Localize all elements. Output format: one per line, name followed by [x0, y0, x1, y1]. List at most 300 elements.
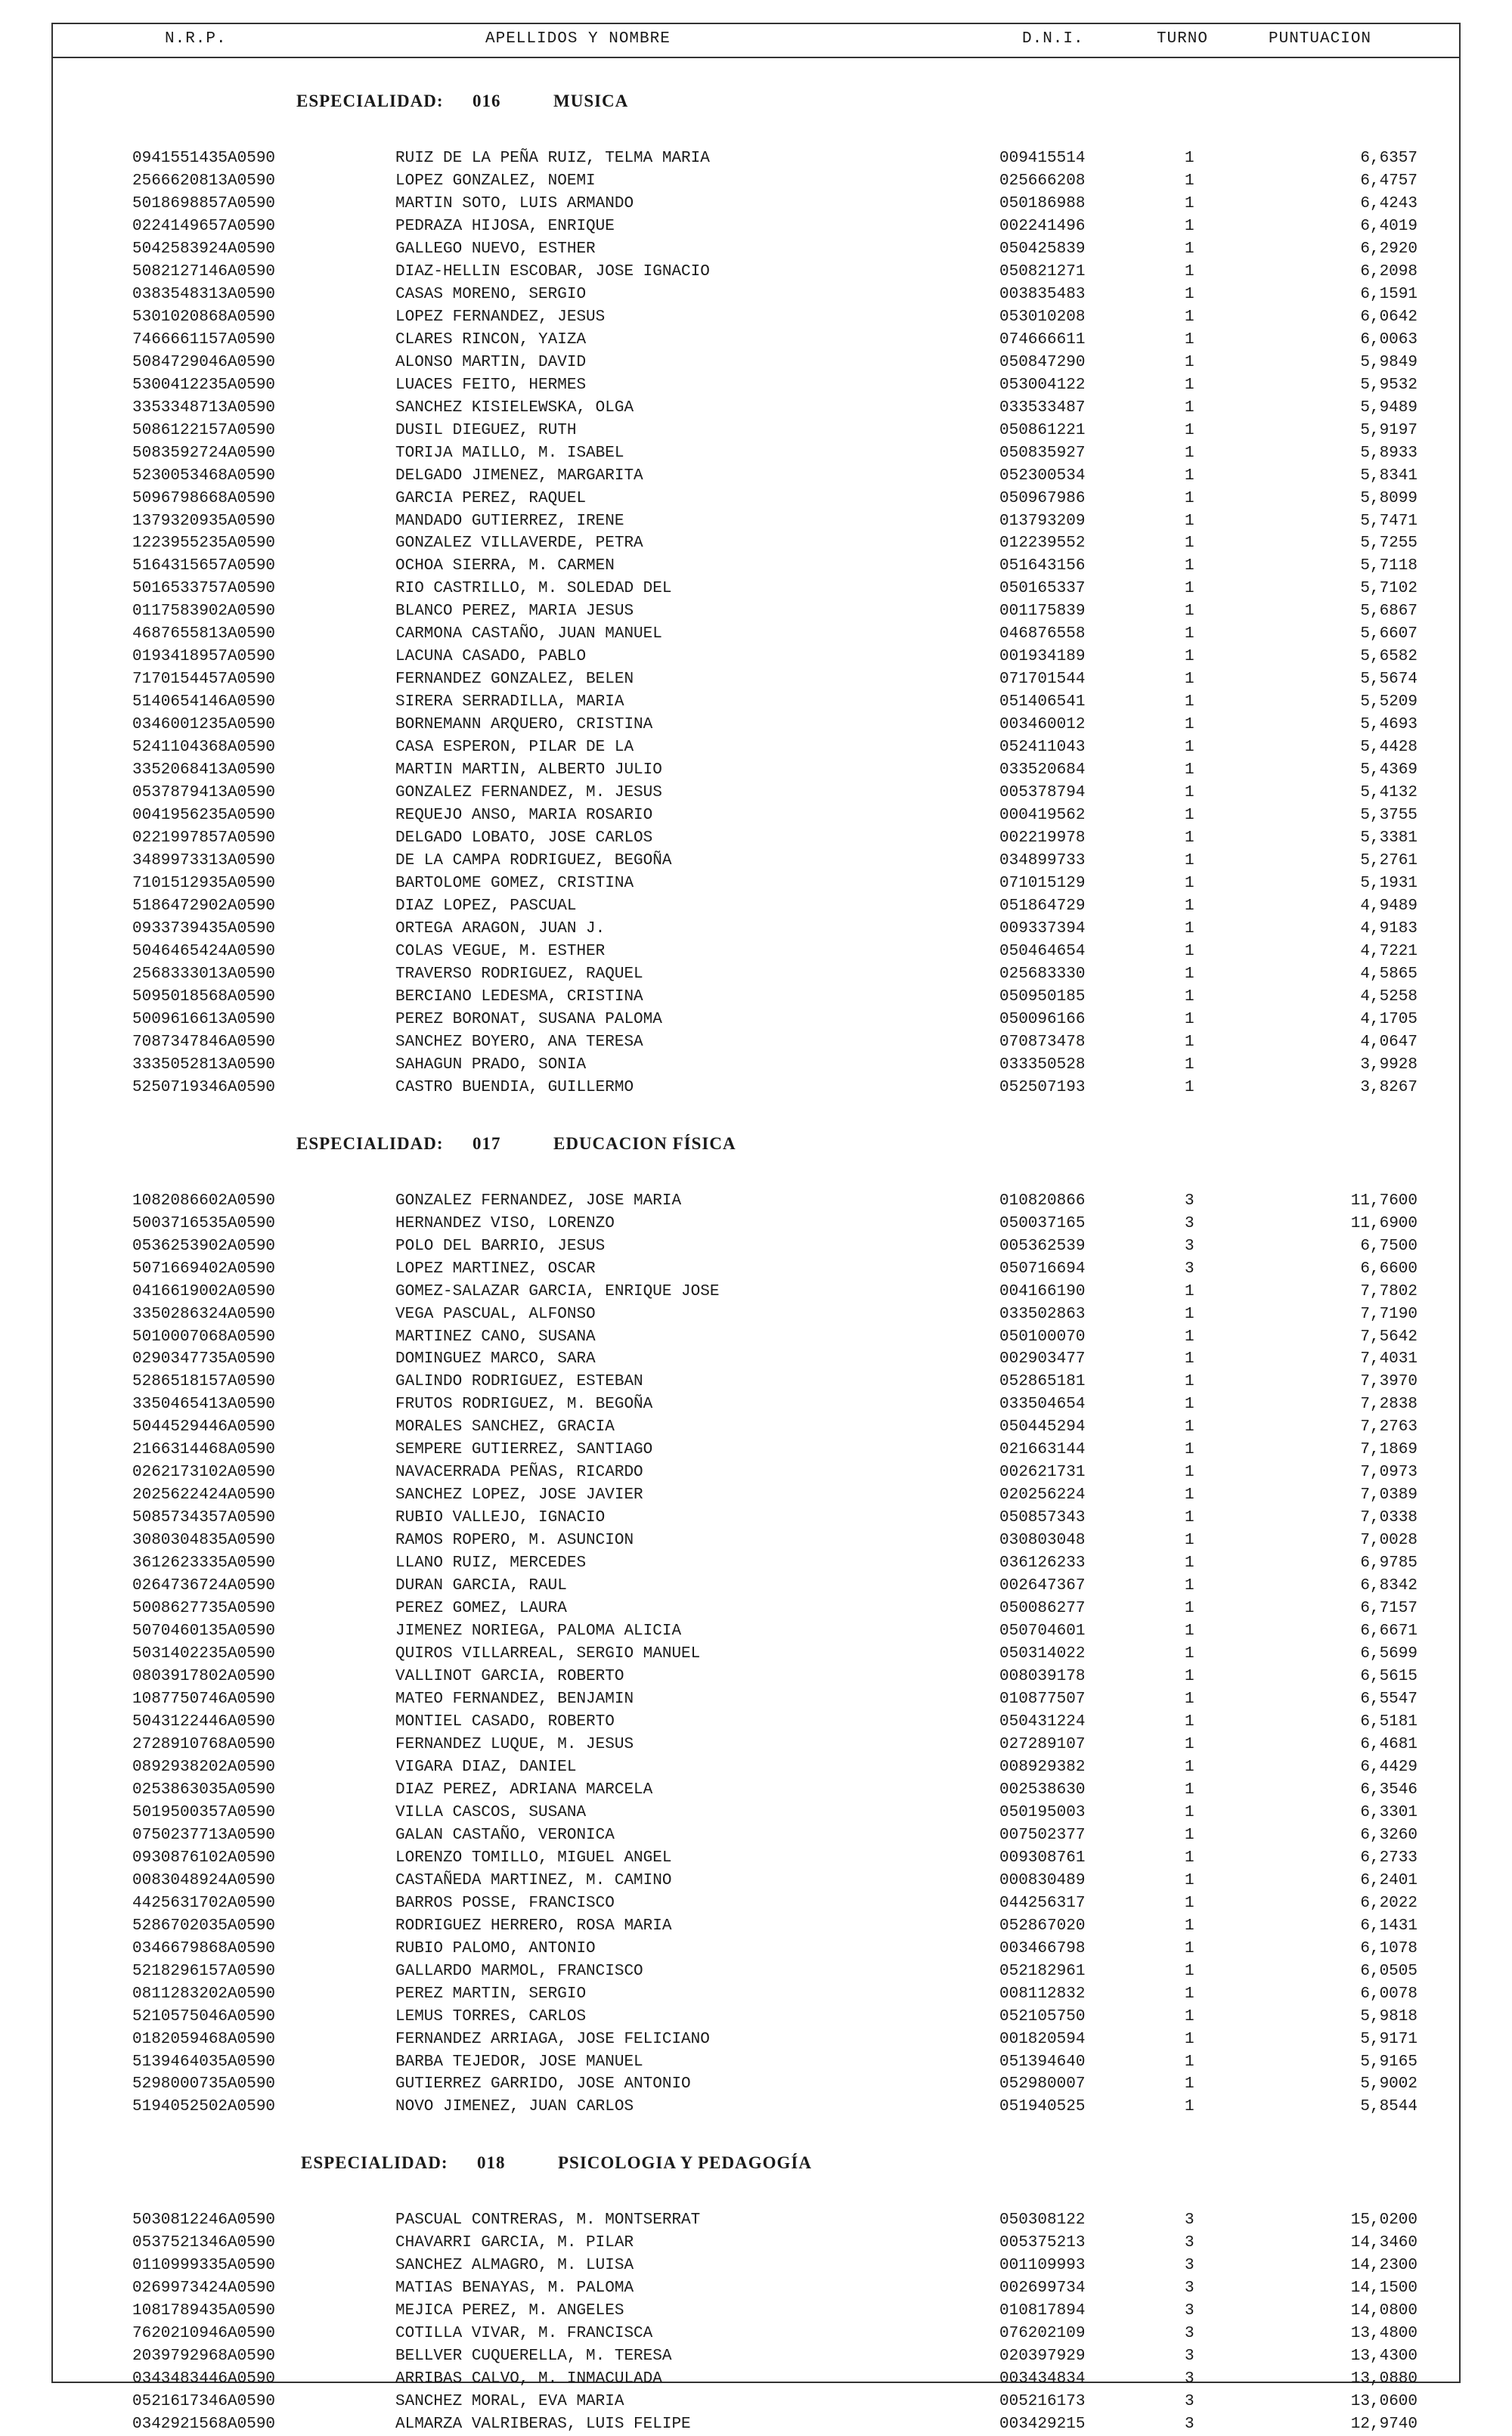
cell-dni: 012239552	[999, 535, 1086, 553]
cell-apellidos-nombre: BARTOLOME GOMEZ, CRISTINA	[395, 875, 634, 892]
cell-turno: 1	[1185, 829, 1194, 848]
cell-apellidos-nombre: MARTIN SOTO, LUIS ARMANDO	[395, 194, 634, 212]
cell-dni: 008039178	[999, 1668, 1086, 1686]
cell-turno: 1	[1185, 919, 1194, 938]
cell-turno: 1	[1185, 444, 1194, 462]
cell-apellidos-nombre: GONZALEZ FERNANDEZ, JOSE MARIA	[395, 1192, 682, 1210]
table-row	[53, 193, 1459, 215]
cell-turno: 1	[1185, 1350, 1194, 1368]
cell-apellidos-nombre: LORENZO TOMILLO, MIGUEL ANGEL	[395, 1849, 672, 1867]
cell-dni: 051406541	[999, 693, 1086, 711]
cell-nrp: 0416619002A0590	[132, 1282, 276, 1300]
cell-dni: 033504654	[999, 1396, 1086, 1414]
cell-nrp: 5083592724A0590	[132, 444, 276, 462]
cell-turno: 1	[1185, 761, 1194, 779]
table-row	[53, 397, 1459, 420]
cell-turno: 1	[1185, 353, 1194, 371]
cell-turno: 1	[1185, 1010, 1194, 1028]
table-row	[53, 1938, 1459, 1960]
table-row	[53, 2209, 1459, 2232]
cell-nrp: 5085734357A0590	[132, 1509, 276, 1527]
cell-puntuacion: 7,0338	[1360, 1509, 1418, 1527]
table-row	[53, 2232, 1459, 2255]
cell-apellidos-nombre: LOPEZ GONZALEZ, NOEMI	[395, 172, 596, 190]
cell-puntuacion: 5,6582	[1360, 648, 1418, 666]
cell-apellidos-nombre: COTILLA VIVAR, M. FRANCISCA	[395, 2325, 653, 2343]
table-row	[53, 1870, 1459, 1892]
table-row	[53, 2368, 1459, 2391]
cell-dni: 071015129	[999, 875, 1086, 892]
table-row	[53, 963, 1459, 986]
table-row	[53, 1711, 1459, 1734]
cell-dni: 020397929	[999, 2348, 1086, 2366]
section-code: 017	[472, 1133, 501, 1153]
cell-nrp: 3353348713A0590	[132, 398, 276, 417]
table-row	[53, 827, 1459, 850]
cell-dni: 050967986	[999, 489, 1086, 507]
cell-apellidos-nombre: ALMARZA VALRIBERAS, LUIS FELIPE	[395, 2416, 691, 2434]
table-row	[53, 1529, 1459, 1552]
cell-puntuacion: 6,9785	[1360, 1554, 1418, 1573]
cell-apellidos-nombre: ARRIBAS CALVO, M. INMACULADA	[395, 2370, 662, 2388]
cell-turno: 1	[1185, 1396, 1194, 1414]
table-row	[53, 215, 1459, 238]
section-rows	[53, 1190, 1459, 2119]
cell-apellidos-nombre: BLANCO PEREZ, MARIA JESUS	[395, 603, 634, 621]
cell-nrp: 1223955235A0590	[132, 535, 276, 553]
cell-turno: 1	[1185, 1622, 1194, 1641]
cell-apellidos-nombre: SANCHEZ ALMAGRO, M. LUISA	[395, 2257, 634, 2275]
cell-nrp: 5003716535A0590	[132, 1214, 276, 1232]
cell-puntuacion: 5,7102	[1360, 580, 1418, 598]
cell-turno: 3	[1185, 1237, 1194, 1255]
cell-turno: 1	[1185, 1849, 1194, 1867]
cell-dni: 003429215	[999, 2416, 1086, 2434]
cell-apellidos-nombre: DOMINGUEZ MARCO, SARA	[395, 1350, 596, 1368]
cell-apellidos-nombre: PEREZ BORONAT, SUSANA PALOMA	[395, 1010, 662, 1028]
cell-nrp: 5164315657A0590	[132, 557, 276, 575]
cell-turno: 1	[1185, 965, 1194, 983]
cell-dni: 050186988	[999, 194, 1086, 212]
table-row	[53, 1847, 1459, 1870]
cell-nrp: 5082127146A0590	[132, 262, 276, 280]
cell-apellidos-nombre: LEMUS TORRES, CARLOS	[395, 2007, 587, 2025]
cell-dni: 052300534	[999, 466, 1086, 485]
table-row	[53, 623, 1459, 646]
cell-dni: 050431224	[999, 1712, 1086, 1731]
section-name: EDUCACION FÍSICA	[553, 1133, 736, 1153]
cell-turno: 1	[1185, 330, 1194, 349]
cell-turno: 3	[1185, 2234, 1194, 2252]
cell-turno: 1	[1185, 1033, 1194, 1051]
cell-turno: 1	[1185, 648, 1194, 666]
table-row	[53, 1439, 1459, 1461]
cell-nrp: 5084729046A0590	[132, 353, 276, 371]
cell-nrp: 0933739435A0590	[132, 919, 276, 938]
cell-dni: 001820594	[999, 2030, 1086, 2048]
table-row	[53, 1575, 1459, 1598]
table-row	[53, 986, 1459, 1009]
cell-dni: 002219978	[999, 829, 1086, 848]
cell-apellidos-nombre: FRUTOS RODRIGUEZ, M. BEGOÑA	[395, 1396, 653, 1414]
cell-nrp: 2025622424A0590	[132, 1486, 276, 1505]
cell-nrp: 0290347735A0590	[132, 1350, 276, 1368]
table-row	[53, 850, 1459, 872]
cell-turno: 1	[1185, 466, 1194, 485]
table-row	[53, 1892, 1459, 1915]
cell-dni: 052980007	[999, 2075, 1086, 2094]
cell-dni: 052867020	[999, 1917, 1086, 1935]
cell-dni: 007502377	[999, 1826, 1086, 1844]
cell-puntuacion: 6,1431	[1360, 1917, 1418, 1935]
table-row	[53, 532, 1459, 555]
cell-puntuacion: 6,4757	[1360, 172, 1418, 190]
cell-apellidos-nombre: SANCHEZ MORAL, EVA MARIA	[395, 2393, 624, 2411]
cell-puntuacion: 15,0200	[1350, 2211, 1418, 2230]
cell-puntuacion: 11,6900	[1350, 1214, 1418, 1232]
cell-puntuacion: 5,9002	[1360, 2075, 1418, 2094]
cell-puntuacion: 5,3755	[1360, 807, 1418, 825]
table-row	[53, 2028, 1459, 2051]
table-row	[53, 2323, 1459, 2345]
cell-puntuacion: 5,8341	[1360, 466, 1418, 485]
cell-nrp: 1087750746A0590	[132, 1691, 276, 1708]
table-row	[53, 329, 1459, 352]
cell-turno: 1	[1185, 557, 1194, 575]
cell-dni: 010817894	[999, 2302, 1086, 2320]
cell-apellidos-nombre: TORIJA MAILLO, M. ISABEL	[395, 444, 624, 462]
cell-nrp: 5301020868A0590	[132, 308, 276, 326]
section-label: ESPECIALIDAD:	[296, 91, 444, 110]
cell-apellidos-nombre: JIMENEZ NORIEGA, PALOMA ALICIA	[395, 1622, 682, 1641]
cell-puntuacion: 5,8544	[1360, 2098, 1418, 2116]
column-header-nrp: N.R.P.	[165, 30, 227, 48]
cell-nrp: 5286518157A0590	[132, 1373, 276, 1391]
cell-dni: 002903477	[999, 1350, 1086, 1368]
cell-puntuacion: 13,4300	[1350, 2348, 1418, 2366]
cell-puntuacion: 5,8933	[1360, 444, 1418, 462]
cell-turno: 1	[1185, 1735, 1194, 1753]
cell-dni: 050821271	[999, 262, 1086, 280]
cell-dni: 050314022	[999, 1645, 1086, 1663]
cell-turno: 1	[1185, 1985, 1194, 2003]
cell-nrp: 2166314468A0590	[132, 1441, 276, 1459]
cell-apellidos-nombre: BARROS POSSE, FRANCISCO	[395, 1894, 615, 1912]
table-row	[53, 600, 1459, 623]
cell-turno: 1	[1185, 1600, 1194, 1618]
cell-nrp: 3352068413A0590	[132, 761, 276, 779]
table-row	[53, 238, 1459, 261]
cell-nrp: 5019500357A0590	[132, 1803, 276, 1821]
cell-puntuacion: 13,0880	[1350, 2370, 1418, 2388]
cell-turno: 1	[1185, 739, 1194, 757]
cell-nrp: 5043122446A0590	[132, 1712, 276, 1731]
cell-puntuacion: 4,9183	[1360, 919, 1418, 938]
section-code: 018	[477, 2153, 506, 2173]
cell-turno: 1	[1185, 671, 1194, 689]
cell-apellidos-nombre: VIGARA DIAZ, DANIEL	[395, 1758, 577, 1776]
cell-puntuacion: 6,3301	[1360, 1803, 1418, 1821]
cell-dni: 033533487	[999, 398, 1086, 417]
cell-dni: 053010208	[999, 308, 1086, 326]
cell-puntuacion: 6,2733	[1360, 1849, 1418, 1867]
cell-turno: 1	[1185, 194, 1194, 212]
cell-nrp: 7087347846A0590	[132, 1033, 276, 1051]
cell-puntuacion: 6,6671	[1360, 1622, 1418, 1641]
cell-dni: 050165337	[999, 580, 1086, 598]
cell-nrp: 5009616613A0590	[132, 1010, 276, 1028]
cell-apellidos-nombre: OCHOA SIERRA, M. CARMEN	[395, 557, 615, 575]
cell-turno: 1	[1185, 1532, 1194, 1550]
section-label: ESPECIALIDAD:	[301, 2153, 448, 2173]
cell-nrp: 0537879413A0590	[132, 784, 276, 802]
table-row	[53, 1507, 1459, 1529]
cell-apellidos-nombre: SANCHEZ LOPEZ, JOSE JAVIER	[395, 1486, 643, 1505]
cell-dni: 002647367	[999, 1577, 1086, 1595]
cell-dni: 002538630	[999, 1781, 1086, 1799]
cell-apellidos-nombre: CASTRO BUENDIA, GUILLERMO	[395, 1078, 634, 1096]
cell-apellidos-nombre: SIRERA SERRADILLA, MARIA	[395, 693, 624, 711]
table-row	[53, 1235, 1459, 1258]
cell-puntuacion: 6,0505	[1360, 1962, 1418, 1980]
section-name: MUSICA	[553, 91, 629, 110]
cell-dni: 052865181	[999, 1373, 1086, 1391]
cell-dni: 050425839	[999, 240, 1086, 258]
cell-turno: 1	[1185, 807, 1194, 825]
table-row	[53, 2391, 1459, 2413]
cell-turno: 1	[1185, 852, 1194, 870]
cell-turno: 1	[1185, 512, 1194, 530]
cell-nrp: 4687655813A0590	[132, 625, 276, 643]
cell-puntuacion: 5,9849	[1360, 353, 1418, 371]
cell-turno: 3	[1185, 1260, 1194, 1278]
cell-nrp: 5042583924A0590	[132, 240, 276, 258]
cell-turno: 1	[1185, 987, 1194, 1006]
cell-nrp: 3350465413A0590	[132, 1396, 276, 1414]
cell-puntuacion: 14,1500	[1350, 2279, 1418, 2298]
cell-apellidos-nombre: GALLEGO NUEVO, ESTHER	[395, 240, 596, 258]
cell-turno: 1	[1185, 2098, 1194, 2116]
cell-nrp: 1081789435A0590	[132, 2302, 276, 2320]
cell-turno: 1	[1185, 1055, 1194, 1074]
cell-dni: 027289107	[999, 1735, 1086, 1753]
cell-apellidos-nombre: RAMOS ROPERO, M. ASUNCION	[395, 1532, 634, 1550]
table-row	[53, 1348, 1459, 1371]
cell-nrp: 5250719346A0590	[132, 1078, 276, 1096]
cell-turno: 3	[1185, 2302, 1194, 2320]
cell-nrp: 3612623335A0590	[132, 1554, 276, 1573]
table-row	[53, 1258, 1459, 1281]
cell-apellidos-nombre: VALLINOT GARCIA, ROBERTO	[395, 1668, 624, 1686]
cell-turno: 1	[1185, 580, 1194, 598]
cell-puntuacion: 6,3546	[1360, 1781, 1418, 1799]
cell-apellidos-nombre: GALLARDO MARMOL, FRANCISCO	[395, 1962, 643, 1980]
cell-turno: 1	[1185, 716, 1194, 734]
cell-puntuacion: 7,7190	[1360, 1305, 1418, 1323]
cell-dni: 051864729	[999, 897, 1086, 915]
cell-nrp: 0750237713A0590	[132, 1826, 276, 1844]
table-row	[53, 1416, 1459, 1439]
cell-dni: 009308761	[999, 1849, 1086, 1867]
table-row	[53, 941, 1459, 963]
cell-turno: 1	[1185, 172, 1194, 190]
cell-apellidos-nombre: GOMEZ-SALAZAR GARCIA, ENRIQUE JOSE	[395, 1282, 720, 1300]
cell-puntuacion: 12,9740	[1350, 2416, 1418, 2434]
cell-nrp: 2566620813A0590	[132, 172, 276, 190]
cell-puntuacion: 5,7255	[1360, 535, 1418, 553]
cell-turno: 1	[1185, 285, 1194, 303]
cell-turno: 1	[1185, 1668, 1194, 1686]
table-row	[53, 1915, 1459, 1938]
cell-apellidos-nombre: LOPEZ MARTINEZ, OSCAR	[395, 1260, 596, 1278]
cell-apellidos-nombre: GUTIERREZ GARRIDO, JOSE ANTONIO	[395, 2075, 691, 2094]
column-header-dni: D.N.I.	[1022, 30, 1084, 48]
table-row	[53, 782, 1459, 804]
cell-puntuacion: 6,4681	[1360, 1735, 1418, 1753]
cell-dni: 005375213	[999, 2234, 1086, 2252]
cell-puntuacion: 13,4800	[1350, 2325, 1418, 2343]
cell-dni: 051940525	[999, 2098, 1086, 2116]
cell-apellidos-nombre: GALINDO RODRIGUEZ, ESTEBAN	[395, 1373, 643, 1391]
section-rows	[53, 147, 1459, 1099]
cell-dni: 050716694	[999, 1260, 1086, 1278]
cell-turno: 1	[1185, 1464, 1194, 1482]
cell-dni: 009337394	[999, 919, 1086, 938]
cell-turno: 1	[1185, 1645, 1194, 1663]
cell-puntuacion: 6,1078	[1360, 1939, 1418, 1957]
column-header-apellidos-nombre: APELLIDOS Y NOMBRE	[485, 30, 671, 48]
cell-apellidos-nombre: MATIAS BENAYAS, M. PALOMA	[395, 2279, 634, 2298]
cell-dni: 044256317	[999, 1894, 1086, 1912]
cell-dni: 033520684	[999, 761, 1086, 779]
cell-turno: 1	[1185, 1418, 1194, 1436]
cell-puntuacion: 6,2098	[1360, 262, 1418, 280]
cell-turno: 1	[1185, 1917, 1194, 1935]
cell-turno: 1	[1185, 942, 1194, 960]
cell-puntuacion: 4,7221	[1360, 942, 1418, 960]
cell-apellidos-nombre: FERNANDEZ ARRIAGA, JOSE FELICIANO	[395, 2030, 710, 2048]
cell-turno: 1	[1185, 1282, 1194, 1300]
table-row	[53, 2413, 1459, 2436]
cell-apellidos-nombre: MATEO FERNANDEZ, BENJAMIN	[395, 1691, 634, 1708]
cell-apellidos-nombre: CARMONA CASTAÑO, JUAN MANUEL	[395, 625, 662, 643]
cell-puntuacion: 3,8267	[1360, 1078, 1418, 1096]
cell-apellidos-nombre: LACUNA CASADO, PABLO	[395, 648, 587, 666]
cell-dni: 004166190	[999, 1282, 1086, 1300]
cell-dni: 013793209	[999, 512, 1086, 530]
cell-dni: 050096166	[999, 1010, 1086, 1028]
cell-dni: 000830489	[999, 1871, 1086, 1889]
cell-apellidos-nombre: PEREZ MARTIN, SERGIO	[395, 1985, 587, 2003]
cell-apellidos-nombre: DIAZ PEREZ, ADRIANA MARCELA	[395, 1781, 653, 1799]
cell-nrp: 3335052813A0590	[132, 1055, 276, 1074]
cell-apellidos-nombre: DE LA CAMPA RODRIGUEZ, BEGOÑA	[395, 852, 672, 870]
cell-dni: 034899733	[999, 852, 1086, 870]
cell-dni: 050308122	[999, 2211, 1086, 2230]
cell-puntuacion: 5,9818	[1360, 2007, 1418, 2025]
cell-puntuacion: 4,9489	[1360, 897, 1418, 915]
cell-puntuacion: 5,4132	[1360, 784, 1418, 802]
cell-turno: 1	[1185, 1305, 1194, 1323]
cell-dni: 010820866	[999, 1192, 1086, 1210]
section-heading	[53, 2149, 1459, 2182]
cell-turno: 1	[1185, 875, 1194, 892]
table-row	[53, 1326, 1459, 1349]
cell-puntuacion: 6,0078	[1360, 1985, 1418, 2003]
table-row	[53, 1371, 1459, 1393]
cell-nrp: 0182059468A0590	[132, 2030, 276, 2048]
cell-puntuacion: 5,2761	[1360, 852, 1418, 870]
cell-puntuacion: 6,1591	[1360, 285, 1418, 303]
cell-turno: 1	[1185, 1939, 1194, 1957]
cell-nrp: 7466661157A0590	[132, 330, 276, 349]
cell-dni: 001934189	[999, 648, 1086, 666]
cell-dni: 020256224	[999, 1486, 1086, 1505]
cell-turno: 1	[1185, 217, 1194, 235]
cell-turno: 1	[1185, 308, 1194, 326]
table-row	[53, 374, 1459, 397]
column-header-turno: TURNO	[1157, 30, 1209, 48]
cell-apellidos-nombre: MORALES SANCHEZ, GRACIA	[395, 1418, 615, 1436]
cell-puntuacion: 6,5181	[1360, 1712, 1418, 1731]
cell-turno: 3	[1185, 2370, 1194, 2388]
cell-nrp: 0224149657A0590	[132, 217, 276, 235]
cell-turno: 1	[1185, 1803, 1194, 1821]
table-row	[53, 1009, 1459, 1031]
table-row	[53, 420, 1459, 442]
cell-nrp: 0083048924A0590	[132, 1871, 276, 1889]
cell-nrp: 5086122157A0590	[132, 421, 276, 439]
cell-dni: 005362539	[999, 1237, 1086, 1255]
cell-puntuacion: 5,9165	[1360, 2053, 1418, 2071]
cell-apellidos-nombre: MEJICA PEREZ, M. ANGELES	[395, 2302, 624, 2320]
cell-apellidos-nombre: MONTIEL CASADO, ROBERTO	[395, 1712, 615, 1731]
cell-nrp: 5194052502A0590	[132, 2098, 276, 2116]
cell-nrp: 5241104368A0590	[132, 739, 276, 757]
cell-apellidos-nombre: LOPEZ FERNANDEZ, JESUS	[395, 308, 606, 326]
cell-apellidos-nombre: COLAS VEGUE, M. ESTHER	[395, 942, 606, 960]
cell-puntuacion: 6,2022	[1360, 1894, 1418, 1912]
cell-puntuacion: 7,0028	[1360, 1532, 1418, 1550]
cell-apellidos-nombre: NOVO JIMENEZ, JUAN CARLOS	[395, 2098, 634, 2116]
cell-dni: 002621731	[999, 1464, 1086, 1482]
cell-apellidos-nombre: GALAN CASTAÑO, VERONICA	[395, 1826, 615, 1844]
cell-nrp: 2728910768A0590	[132, 1735, 276, 1753]
cell-nrp: 1082086602A0590	[132, 1192, 276, 1210]
cell-apellidos-nombre: POLO DEL BARRIO, JESUS	[395, 1237, 606, 1255]
cell-dni: 030803048	[999, 1532, 1086, 1550]
cell-nrp: 5300412235A0590	[132, 376, 276, 394]
table-row	[53, 872, 1459, 895]
cell-dni: 005216173	[999, 2393, 1086, 2411]
cell-dni: 001109993	[999, 2257, 1086, 2275]
cell-turno: 3	[1185, 1214, 1194, 1232]
table-row	[53, 306, 1459, 329]
cell-apellidos-nombre: RIO CASTRILLO, M. SOLEDAD DEL	[395, 580, 672, 598]
cell-turno: 1	[1185, 897, 1194, 915]
cell-puntuacion: 6,3260	[1360, 1826, 1418, 1844]
cell-nrp: 0537521346A0590	[132, 2234, 276, 2252]
cell-apellidos-nombre: MARTINEZ CANO, SUSANA	[395, 1328, 596, 1346]
cell-nrp: 1379320935A0590	[132, 512, 276, 530]
cell-puntuacion: 5,4369	[1360, 761, 1418, 779]
cell-puntuacion: 6,6357	[1360, 150, 1418, 167]
cell-puntuacion: 7,5642	[1360, 1328, 1418, 1346]
cell-puntuacion: 6,6600	[1360, 1260, 1418, 1278]
cell-puntuacion: 5,9197	[1360, 421, 1418, 439]
cell-turno: 3	[1185, 2325, 1194, 2343]
cell-dni: 050464654	[999, 942, 1086, 960]
